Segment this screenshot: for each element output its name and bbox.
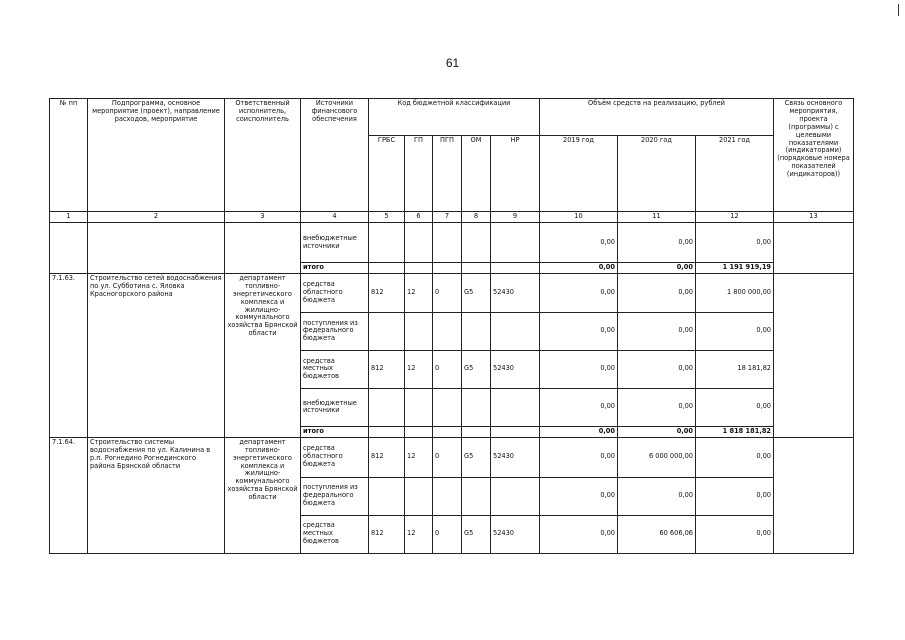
header-sources: Источники финансового обеспечения: [301, 99, 369, 212]
code-grbs: 812: [369, 437, 405, 477]
cell-empty: [433, 263, 462, 274]
header-grbs: ГРБС: [369, 136, 405, 212]
cell-empty: [462, 426, 491, 437]
header-row-1: [50, 99, 854, 136]
amount-cell: 0,00: [618, 388, 696, 426]
amount-cell: 0,00: [540, 312, 618, 350]
cell-empty: [433, 477, 462, 515]
source-cell: поступления из федерального бюджета: [301, 312, 369, 350]
cell-empty: [225, 223, 301, 274]
cell-empty: [491, 223, 540, 263]
scan-mark: [898, 4, 899, 16]
cell-empty: [491, 426, 540, 437]
cell-empty: [369, 312, 405, 350]
amount-cell: 0,00: [540, 350, 618, 388]
code-gp: 12: [405, 437, 433, 477]
total-amount: 0,00: [540, 263, 618, 274]
code-np: 52430: [491, 273, 540, 312]
cell-empty: [369, 263, 405, 274]
col-number: 1: [50, 212, 88, 223]
header-volume-group: Объём средств на реализацию, рублей: [540, 99, 774, 136]
cell-empty: [491, 312, 540, 350]
cell-empty: [462, 388, 491, 426]
cell-empty: [433, 388, 462, 426]
amount-cell: 0,00: [696, 477, 774, 515]
item-responsible: департамент топливно-энергетического комплекса и жилищно-коммунального хозяйства Брянской области: [225, 437, 301, 553]
source-cell: поступления из федерального бюджета: [301, 477, 369, 515]
code-pgp: 0: [433, 515, 462, 553]
code-pgp: 0: [433, 273, 462, 312]
header-2020: 2020 год: [618, 136, 696, 212]
amount-cell: 0,00: [618, 350, 696, 388]
item-responsible: департамент топливно-энергетического комплекса и жилищно-коммунального хозяйства Брянской области: [225, 273, 301, 437]
source-cell: средства областного бюджета: [301, 437, 369, 477]
cell-empty: [462, 477, 491, 515]
cell-empty: [491, 263, 540, 274]
header-gp: ГП: [405, 136, 433, 212]
amount-cell: 0,00: [618, 223, 696, 263]
amount-cell: 60 606,06: [618, 515, 696, 553]
col-number: 13: [774, 212, 854, 223]
cell-empty: [433, 223, 462, 263]
amount-cell: 0,00: [540, 437, 618, 477]
header-num: № пп: [50, 99, 88, 212]
cell-empty: [369, 388, 405, 426]
header-2021: 2021 год: [696, 136, 774, 212]
source-cell: внебюджетные источники: [301, 388, 369, 426]
col-number: 10: [540, 212, 618, 223]
page-number: 61: [445, 56, 460, 70]
cell-empty: [491, 388, 540, 426]
code-om: G5: [462, 350, 491, 388]
code-np: 52430: [491, 515, 540, 553]
source-cell: средства местных бюджетов: [301, 350, 369, 388]
amount-cell: 0,00: [618, 273, 696, 312]
col-number: 9: [491, 212, 540, 223]
code-pgp: 0: [433, 437, 462, 477]
column-numbers-row: [50, 212, 854, 223]
total-label: итого: [301, 263, 369, 274]
code-np: 52430: [491, 437, 540, 477]
cell-empty: [405, 312, 433, 350]
cell-empty: [462, 312, 491, 350]
source-cell: средства местных бюджетов: [301, 515, 369, 553]
cell-empty: [405, 223, 433, 263]
source-cell: средства областного бюджета: [301, 273, 369, 312]
amount-cell: 0,00: [696, 515, 774, 553]
amount-cell: 1 800 000,00: [696, 273, 774, 312]
amount-cell: 0,00: [696, 223, 774, 263]
cell-empty: [369, 223, 405, 263]
col-number: 5: [369, 212, 405, 223]
cell-empty: [774, 273, 854, 437]
header-responsible: Ответственный исполнитель, соисполнитель: [225, 99, 301, 212]
cell-empty: [405, 477, 433, 515]
cell-empty: [50, 223, 88, 274]
header-pgp: ПГП: [433, 136, 462, 212]
table-row: [50, 437, 854, 477]
code-grbs: 812: [369, 515, 405, 553]
code-gp: 12: [405, 273, 433, 312]
code-grbs: 812: [369, 273, 405, 312]
amount-cell: 0,00: [540, 223, 618, 263]
col-number: 3: [225, 212, 301, 223]
header-2019: 2019 год: [540, 136, 618, 212]
cell-empty: [405, 388, 433, 426]
amount-cell: 0,00: [540, 388, 618, 426]
amount-cell: 0,00: [696, 388, 774, 426]
item-name: Строительство системы водоснабжения по ул. Калинина в р.п. Рогнедино Рогнединского района Брянской области: [88, 437, 225, 553]
col-number: 12: [696, 212, 774, 223]
code-grbs: 812: [369, 350, 405, 388]
total-amount: 0,00: [618, 263, 696, 274]
total-amount: 1 818 181,82: [696, 426, 774, 437]
code-pgp: 0: [433, 350, 462, 388]
header-link: Связь основного мероприятия, проекта (программы) с целевыми показателями (индикаторами) (порядковые номера показателей (индикаторов)): [774, 99, 854, 212]
cell-empty: [774, 223, 854, 274]
code-np: 52430: [491, 350, 540, 388]
cell-empty: [491, 477, 540, 515]
col-number: 6: [405, 212, 433, 223]
header-np: НР: [491, 136, 540, 212]
col-number: 2: [88, 212, 225, 223]
cell-empty: [774, 437, 854, 553]
cell-empty: [405, 263, 433, 274]
amount-cell: 0,00: [696, 437, 774, 477]
col-number: 8: [462, 212, 491, 223]
amount-cell: 0,00: [618, 477, 696, 515]
code-om: G5: [462, 437, 491, 477]
item-name: Строительство сетей водоснабжения по ул. Субботина с. Яловка Красногорского района: [88, 273, 225, 437]
total-amount: 0,00: [618, 426, 696, 437]
amount-cell: 0,00: [540, 477, 618, 515]
cell-empty: [462, 223, 491, 263]
amount-cell: 0,00: [696, 312, 774, 350]
amount-cell: 0,00: [618, 312, 696, 350]
code-om: G5: [462, 273, 491, 312]
amount-cell: 18 181,82: [696, 350, 774, 388]
source-cell: внебюджетные источники: [301, 223, 369, 263]
table-row: [50, 273, 854, 312]
code-om: G5: [462, 515, 491, 553]
cell-empty: [369, 477, 405, 515]
amount-cell: 0,00: [540, 273, 618, 312]
cell-empty: [462, 263, 491, 274]
total-amount: 0,00: [540, 426, 618, 437]
item-number: 7.1.63.: [50, 273, 88, 437]
code-gp: 12: [405, 350, 433, 388]
cell-empty: [433, 426, 462, 437]
total-amount: 1 191 919,19: [696, 263, 774, 274]
total-label: итого: [301, 426, 369, 437]
col-number: 11: [618, 212, 696, 223]
cell-empty: [88, 223, 225, 274]
col-number: 7: [433, 212, 462, 223]
code-gp: 12: [405, 515, 433, 553]
item-number: 7.1.64.: [50, 437, 88, 553]
amount-cell: 0,00: [540, 515, 618, 553]
header-om: ОМ: [462, 136, 491, 212]
col-number: 4: [301, 212, 369, 223]
budget-table: [49, 98, 854, 554]
cell-empty: [405, 426, 433, 437]
header-program: Подпрограмма, основное мероприятие (проект), направление расходов, мероприятие: [88, 99, 225, 212]
cell-empty: [369, 426, 405, 437]
cell-empty: [433, 312, 462, 350]
header-code-group: Код бюджетной классификации: [369, 99, 540, 136]
amount-cell: 6 000 000,00: [618, 437, 696, 477]
table-row: [50, 223, 854, 263]
